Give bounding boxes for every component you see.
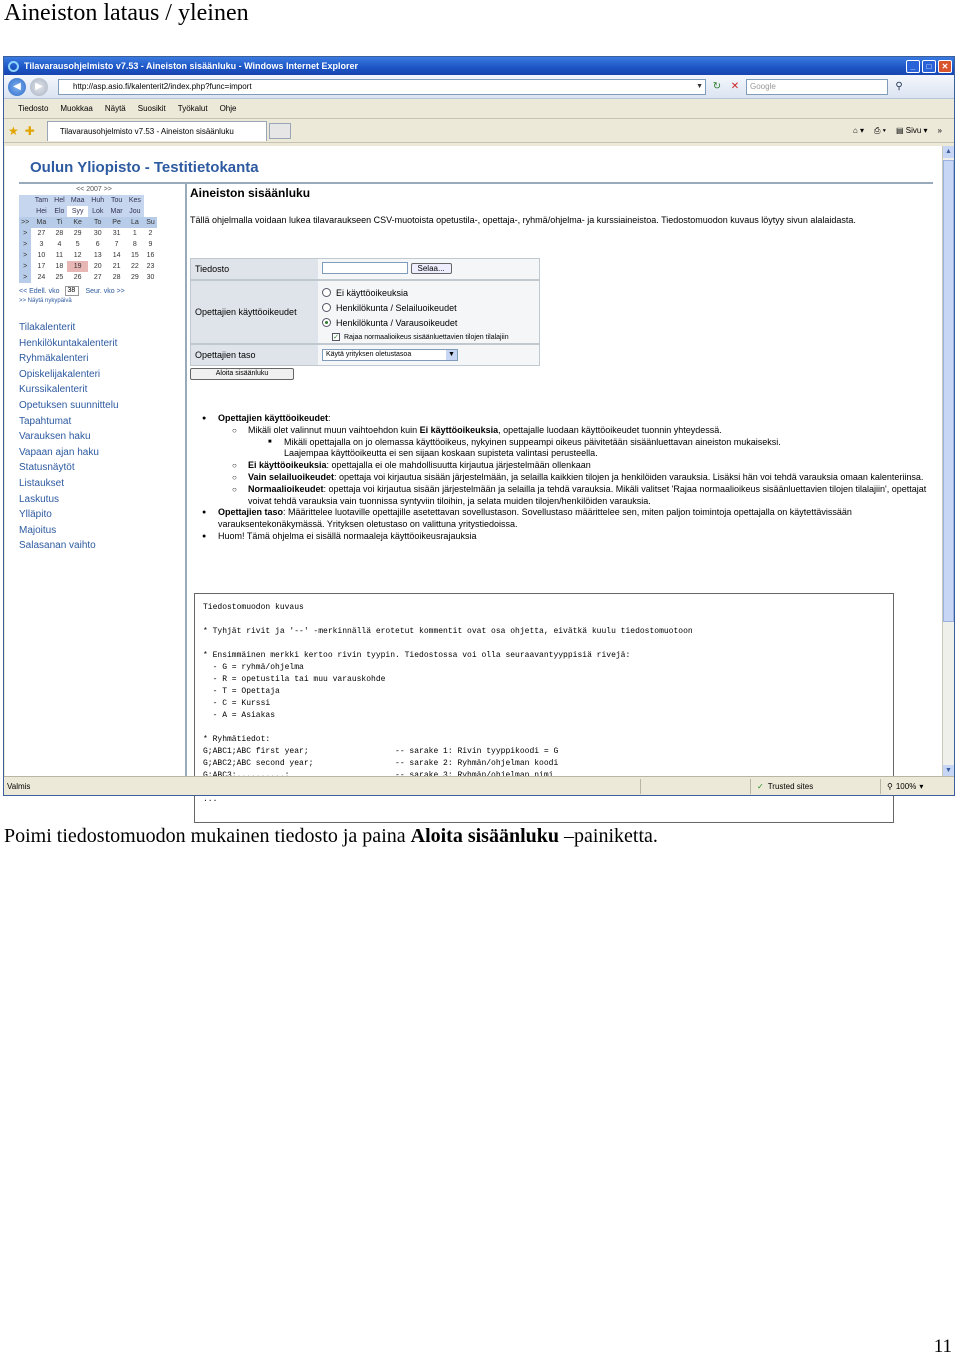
calendar-row	[19, 228, 157, 239]
sidebar-item-7[interactable]: Varauksen haku	[19, 431, 91, 443]
restrict-checkbox-row[interactable]	[322, 330, 535, 344]
address-dropdown-icon[interactable]: ▼	[696, 82, 703, 90]
caption-bold: Aloita sisäänluku	[410, 825, 560, 847]
calendar-row	[19, 206, 157, 217]
caption-text-end: –painiketta.	[559, 825, 658, 847]
calendar-row	[19, 217, 157, 228]
calendar-cell[interactable]: Elo	[51, 206, 67, 217]
format-line: G;ABC2;ABC second year; -- sarake 2: Ryhmän/ohjelman koodi	[203, 759, 559, 768]
list-item	[264, 437, 928, 461]
scroll-down-icon[interactable]: ▼	[943, 765, 954, 777]
calendar-cell[interactable]: Jou	[126, 206, 144, 217]
document-heading: Aineiston lataus / yleinen	[4, 0, 249, 26]
sidebar-item-3[interactable]: Opiskelijakalenteri	[19, 368, 101, 380]
calendar-cell[interactable]: 6	[95, 241, 100, 248]
import-form	[190, 258, 540, 380]
calendar-spacer	[19, 195, 31, 206]
calendar-cell[interactable]: Syy	[67, 206, 88, 217]
calendar-cell[interactable]: 9	[148, 241, 153, 248]
rights-option-view[interactable]	[322, 300, 535, 315]
week-number-input[interactable]: 38	[65, 286, 79, 296]
page-menu-label: Sivu	[905, 126, 922, 135]
list-item	[228, 472, 928, 484]
browse-button[interactable]: Selaa...	[411, 263, 452, 274]
note-rights-title: Opettajien käyttöoikeudet	[218, 413, 329, 423]
calendar-cell[interactable]: 12	[73, 252, 82, 259]
status-bar	[4, 776, 954, 795]
document-caption	[4, 825, 658, 848]
note-text: Mikäli opettajalla on jo olemassa käyttöoikeus, nykyinen suppeampi oikeus päivitetään sisäänluettavan aineiston mukaiseksi.	[284, 436, 781, 447]
help-notes	[198, 413, 928, 543]
format-line	[203, 722, 885, 734]
calendar-spacer	[19, 206, 31, 217]
address-toolbar	[4, 75, 954, 99]
scroll-thumb[interactable]	[943, 160, 954, 622]
calendar-cell[interactable]: Lok	[88, 206, 107, 217]
level-select-value: Käytä yrityksen oletustasoa	[326, 351, 412, 358]
chevron-right-icon[interactable]: »	[937, 126, 942, 135]
calendar-cell[interactable]: Huh	[88, 195, 107, 206]
tab-bar	[4, 119, 954, 143]
list-item	[198, 507, 928, 531]
calendar-cell[interactable]: Tou	[107, 195, 125, 206]
ie-logo-icon	[8, 61, 19, 72]
page-menu[interactable]: ▤ Sivu ▾	[895, 126, 928, 135]
zoom-control[interactable]: ⚲ 100% ▾	[880, 779, 923, 794]
calendar-cell[interactable]: Ti	[51, 217, 67, 228]
page-title: Aineiston sisäänluku	[190, 186, 311, 200]
page-icon: ▤	[895, 126, 906, 135]
rights-option-book[interactable]	[322, 315, 535, 330]
sidebar	[19, 186, 169, 556]
sidebar-item-12[interactable]: Ylläpito	[19, 509, 52, 521]
file-label: Tiedosto	[191, 259, 318, 279]
zoom-level: 100%	[895, 781, 917, 791]
calendar-cell[interactable]: 4	[57, 241, 62, 248]
forward-icon[interactable]: ▶	[30, 78, 48, 96]
note-text: : opettaja voi kirjautua sisään järjestelmään, ja selailla kaikkien tilojen ja henkilöiden varauksia. Lisäksi hän voi tehdä varauksia omaan kalenteriinsa.	[334, 471, 924, 482]
show-today-link[interactable]: >> Näytä nykypäivä	[19, 298, 72, 304]
calendar-cell[interactable]: >>	[19, 217, 31, 228]
calendar-row	[19, 195, 157, 206]
menu-favorites[interactable]: Suosikit	[137, 104, 166, 113]
refresh-icon[interactable]: ↻	[712, 80, 722, 92]
favorites-star-icon[interactable]: ★	[8, 123, 19, 138]
format-line: * Ensimmäinen merkki kertoo rivin tyypin. Tiedostossa voi olla seuraavantyyppisiä rivejä:	[203, 651, 631, 660]
calendar-cell[interactable]: 21	[112, 263, 121, 270]
home-icon[interactable]: ⌂ ▾	[852, 126, 864, 135]
title-bar	[4, 57, 954, 75]
calendar-cell[interactable]: 27	[37, 230, 46, 237]
calendar-cell[interactable]: 19	[67, 261, 88, 272]
rights-option-view-label: Henkilökunta / Selailuoikeudet	[336, 302, 457, 313]
note-bold: Ei käyttöoikeuksia	[419, 424, 499, 435]
sidebar-item-14[interactable]: Salasanan vaihto	[19, 540, 96, 552]
list-item	[228, 425, 928, 460]
calendar-cell[interactable]: Mar	[107, 206, 125, 217]
security-zone: Trusted sites	[767, 781, 814, 791]
chevron-down-icon: ▼	[446, 350, 457, 360]
sidebar-item-11[interactable]: Laskutus	[19, 493, 60, 505]
checkmark-icon: ✓	[757, 781, 764, 791]
calendar-cell[interactable]: 30	[146, 274, 155, 281]
note-text: : opettaja voi kirjautua sisään järjestelmään ja selailla ja tehdä varauksia. Mikäli valitset 'Rajaa normaalioikeus sisäänluettavien tilojen tilalajiin', opettajat voivat tehdä varauksia vain tuonnissa syntyviin tiloihin, ja selata muiden tilojen/henkilöiden varauksia.	[248, 483, 927, 506]
calendar-cell[interactable]: 7	[114, 241, 119, 248]
calendar-cell[interactable]: 20	[93, 263, 102, 270]
menu-view[interactable]: Näytä	[104, 104, 126, 113]
mini-calendar	[19, 195, 157, 283]
calendar-cell[interactable]: La	[126, 217, 144, 228]
note-text: Mikäli olet valinnut muun vaihtoehdon kuin	[248, 424, 420, 435]
format-line: G;ABC1;ABC first year; -- sarake 1: Rivin tyyppikoodi = G	[203, 747, 559, 756]
calendar-cell[interactable]: 14	[112, 252, 121, 259]
format-title: Tiedostomuodon kuvaus	[203, 603, 304, 612]
address-field[interactable]	[58, 79, 706, 95]
format-line	[203, 638, 885, 650]
intro-text: Tällä ohjelmalla voidaan lukea tilavaraukseen CSV-muotoista opetustila-, opettaja-, ryhmä/ohjelma- ja kurssiaineistoa. Tiedostomuodon kuvaus löytyy sivun alalaidasta.	[190, 215, 856, 225]
calendar-row	[19, 239, 157, 250]
browser-window	[3, 56, 955, 804]
calendar-cell[interactable]: 15	[130, 252, 139, 259]
calendar-cell[interactable]: 18	[55, 263, 64, 270]
format-line: - A = Asiakas	[203, 711, 276, 720]
calendar-cell[interactable]: 31	[112, 230, 121, 237]
sidebar-item-13[interactable]: Majoitus	[19, 524, 57, 536]
tab-current[interactable]: Tilavarausohjelmisto v7.53 - Aineiston sisäänluku	[47, 121, 267, 141]
calendar-row	[19, 261, 157, 272]
note-bold: Vain selailuoikeudet	[248, 471, 335, 482]
note-bold: Normaalioikeudet	[248, 483, 324, 494]
rights-option-none[interactable]	[322, 285, 535, 300]
format-line: - G = ryhmä/ohjelma	[203, 663, 304, 672]
page-number: 11	[933, 1336, 952, 1357]
calendar-cell[interactable]: >	[19, 261, 31, 272]
print-icon[interactable]: ⎙ ▾	[873, 125, 886, 135]
close-icon[interactable]: ✕	[938, 60, 952, 73]
sidebar-item-2[interactable]: Ryhmäkalenteri	[19, 353, 89, 365]
rights-option-book-label: Henkilökunta / Varausoikeudet	[336, 317, 458, 328]
week-nav	[19, 286, 169, 296]
vertical-scrollbar[interactable]	[942, 146, 954, 777]
format-line: * Tyhjät rivit ja '--' -merkinnällä erotetut kommentit ovat osa ohjetta, eivätkä kuulu tiedostomuotoon	[203, 627, 693, 636]
radio-view[interactable]	[322, 303, 331, 312]
sidebar-item-4[interactable]: Kurssikalenterit	[19, 384, 88, 396]
start-import-button[interactable]: Aloita sisäänluku	[190, 368, 294, 380]
note-bold: Ei käyttöoikeuksia	[248, 460, 327, 471]
menu-edit[interactable]: Muokkaa	[60, 104, 93, 113]
prev-week-link[interactable]: << Edell. vko	[19, 287, 60, 295]
format-line: * Ryhmätiedot:	[203, 735, 271, 744]
back-icon[interactable]: ◀	[8, 78, 26, 96]
sidebar-nav	[19, 322, 169, 556]
calendar-cell[interactable]: Maa	[67, 195, 88, 206]
scroll-up-icon[interactable]: ▲	[943, 146, 954, 158]
new-tab-button[interactable]	[269, 123, 291, 139]
header-divider	[19, 182, 933, 184]
address-text: http://asp.asio.fi/kalenterit2/index.php?func=import	[73, 81, 252, 91]
calendar-cell[interactable]: >	[19, 239, 31, 250]
format-line: - C = Kurssi	[203, 699, 271, 708]
note-bold: Opettajien taso	[218, 507, 284, 518]
note-text: , opettajalle luodaan käyttöoikeudet tuonnin yhteydessä.	[498, 424, 722, 435]
sidebar-item-9[interactable]: Statusnäytöt	[19, 462, 75, 474]
calendar-cell[interactable]: 3	[39, 241, 44, 248]
calendar-cell[interactable]: 24	[37, 274, 46, 281]
add-favorite-icon[interactable]: ✚	[24, 123, 35, 138]
calendar-cell[interactable]: 1	[132, 230, 137, 237]
sidebar-item-0[interactable]: Tilakalenterit	[19, 322, 76, 333]
search-icon[interactable]: ⚲	[895, 80, 903, 92]
calendar-cell[interactable]: 29	[73, 230, 82, 237]
file-input[interactable]	[322, 262, 408, 274]
restrict-checkbox-label: Rajaa normaalioikeus sisäänluettavien tilojen tilalajiin	[344, 333, 509, 341]
menu-bar	[4, 99, 954, 119]
list-item	[228, 484, 928, 508]
sidebar-item-6[interactable]: Tapahtumat	[19, 415, 72, 427]
list-item	[228, 460, 928, 472]
site-title: Oulun Yliopisto - Testitietokanta	[30, 159, 259, 176]
radio-none[interactable]	[322, 288, 331, 297]
sidebar-item-8[interactable]: Vapaan ajan haku	[19, 446, 99, 458]
calendar-cell[interactable]: 28	[112, 274, 121, 281]
calendar-cell[interactable]: 25	[55, 274, 64, 281]
list-item: ● Opettajien käyttöoikeudet: ○ Mikäli olet valinnut muun vaihtoehdon kuin Ei käyttöoikeuksia, opettajalle luodaan käyttöoikeudet tuonnin yhteydessä. ■ Mikäli opettajalla on jo olemassa käyttöoikeus, nykyinen suppeampi oikeus päivitetään sisäänluettavan aineiston mukaiseksi. Laajempaa käyttöoikeutta ei sen sijaan koskaan supisteta valintasi perusteella. ○ Ei käyttöoikeuksia: opettajalla ei ole mahdollisuutta kirjautua järjestelmään ollenkaan ○ Vain selailuoikeudet: opettaja voi kirjautua sisään järjestelmään, ja selailla kaikkien tilojen ja henkilöiden varauksia. Lisäksi hän voi tehdä varauksia omaan kalenteriinsa. ○ Normaalioikeudet: opettaja voi kirjautua sisään järjestelmään ja selailla ja tehdä varauksia. Mikäli valitset 'Rajaa normaalioikeus sisäänluettavien tilojen tilalajiin', opettajat voivat tehdä varauksia vain tuonnissa syntyviin tiloihin, ja selata muiden tilojen/henkilöiden varauksia.	[198, 413, 928, 507]
sidebar-item-10[interactable]: Listaukset	[19, 477, 65, 489]
caption-text: Poimi tiedostomuodon mukainen tiedosto ja paina	[4, 825, 411, 847]
note-text: : Määrittelee luotaville opettajille asetettavan sovellustason. Sovellustaso määrittelee sen, miten paljon toimintoja opettajalla on käytettävissään varauksentekonäkymässä. Yrityksen oletustaso on valittuna yritystiedoissa.	[218, 507, 852, 530]
level-select[interactable]	[322, 349, 458, 361]
level-label: Opettajien taso	[191, 345, 318, 365]
calendar-cell[interactable]: 5	[75, 241, 80, 248]
restrict-checkbox[interactable]: ✓	[333, 334, 339, 341]
calendar-cell[interactable]: 10	[37, 252, 46, 259]
calendar-cell[interactable]: 11	[55, 252, 64, 259]
sidebar-item-1[interactable]: Henkilökuntakalenterit	[19, 337, 118, 349]
format-line	[203, 614, 885, 626]
calendar-row	[19, 250, 157, 261]
maximize-icon[interactable]: □	[922, 60, 936, 73]
calendar-cell[interactable]: Kes	[126, 195, 144, 206]
stop-icon[interactable]: ✕	[730, 80, 740, 92]
search-input[interactable]: Google	[746, 79, 888, 95]
calendar-cell[interactable]: >	[19, 272, 31, 283]
calendar-cell[interactable]: 28	[55, 230, 64, 237]
note-text: : opettajalla ei ole mahdollisuutta kirjautua järjestelmään ollenkaan	[326, 460, 591, 471]
calendar-cell[interactable]: 17	[37, 263, 46, 270]
window-title: Tilavarausohjelmisto v7.53 - Aineiston sisäänluku - Windows Internet Explorer	[24, 61, 359, 71]
calendar-cell[interactable]: 22	[130, 263, 139, 270]
calendar-cell[interactable]: 13	[93, 252, 102, 259]
note-text: Laajempaa käyttöoikeutta ei sen sijaan koskaan supisteta valintasi perusteella.	[284, 448, 598, 459]
calendar-row	[19, 272, 157, 283]
menu-tools[interactable]: Työkalut	[177, 104, 208, 113]
minimize-icon[interactable]: _	[906, 60, 920, 73]
calendar-cell[interactable]: >	[19, 250, 31, 261]
list-item	[198, 531, 928, 543]
calendar-year-nav[interactable]: << 2007 >>	[19, 186, 169, 195]
menu-help[interactable]: Ohje	[219, 104, 237, 113]
calendar-cell[interactable]: 16	[146, 252, 155, 259]
calendar-cell[interactable]: Ma	[31, 217, 51, 228]
next-week-link[interactable]: Seur. vko >>	[85, 287, 125, 295]
format-line: - T = Opettaja	[203, 687, 280, 696]
calendar-cell[interactable]: 23	[146, 263, 155, 270]
rights-option-none-label: Ei käyttöoikeuksia	[336, 287, 409, 298]
menu-file[interactable]: Tiedosto	[18, 104, 49, 113]
calendar-cell[interactable]: Pe	[107, 217, 125, 228]
calendar-cell[interactable]: 29	[130, 274, 139, 281]
calendar-cell[interactable]: 26	[73, 274, 82, 281]
radio-book[interactable]	[322, 318, 331, 327]
rights-label: Opettajien käyttöoikeudet	[191, 281, 318, 343]
format-line: ...	[203, 795, 218, 804]
zoom-icon: ⚲	[887, 781, 893, 791]
column-divider	[185, 182, 187, 782]
calendar-cell[interactable]: 2	[148, 230, 153, 237]
calendar-cell[interactable]: 30	[93, 230, 102, 237]
note-warning: Huom! Tämä ohjelma ei sisällä normaaleja käyttöoikeusrajauksia	[218, 530, 477, 541]
calendar-cell[interactable]: Su	[144, 217, 157, 228]
calendar-cell[interactable]: 8	[132, 241, 137, 248]
sidebar-item-5[interactable]: Opetuksen suunnittelu	[19, 399, 119, 411]
calendar-cell[interactable]: Hei	[31, 206, 51, 217]
calendar-cell[interactable]: Tam	[31, 195, 51, 206]
status-text: Valmis	[7, 781, 31, 791]
calendar-cell[interactable]: 27	[93, 274, 102, 281]
calendar-cell[interactable]: >	[19, 228, 31, 239]
calendar-cell[interactable]: Ke	[67, 217, 88, 228]
calendar-cell[interactable]: To	[88, 217, 107, 228]
calendar-cell[interactable]: Hel	[51, 195, 67, 206]
format-line: - R = opetustila tai muu varauskohde	[203, 675, 386, 684]
